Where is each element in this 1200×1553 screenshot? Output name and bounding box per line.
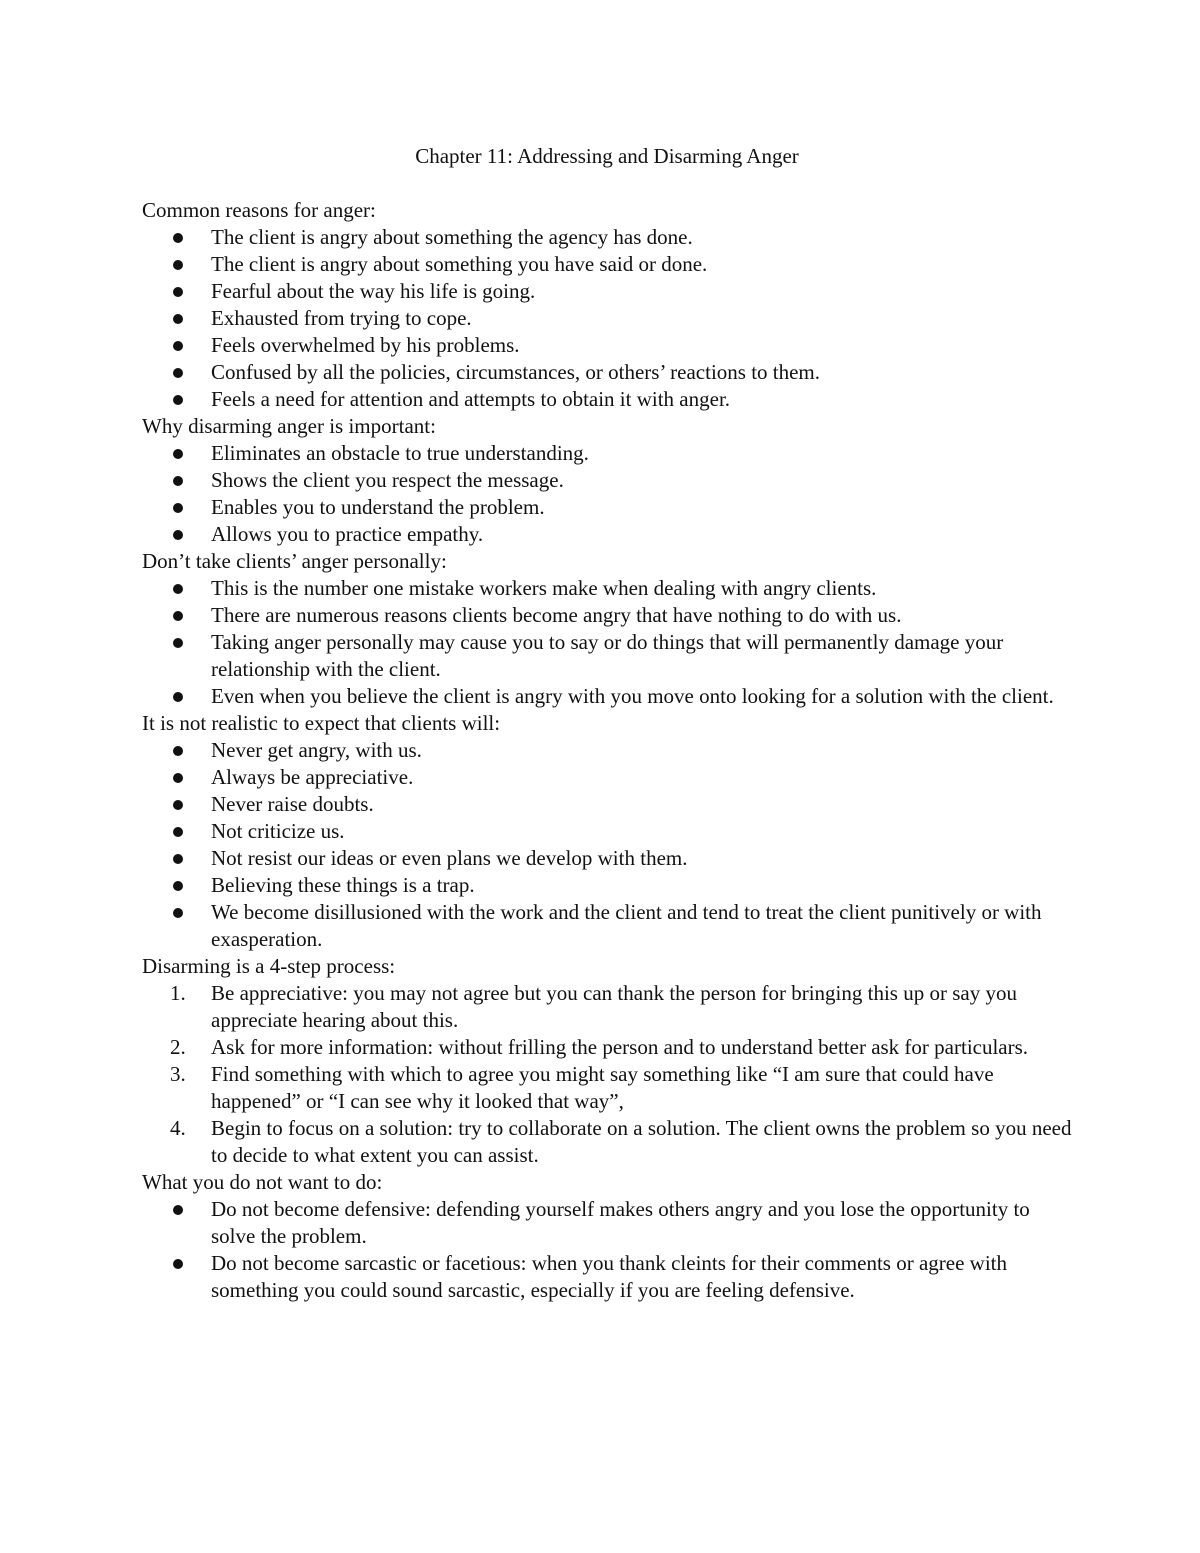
- list-item-text: Confused by all the policies, circumstances, or others’ reactions to them.: [211, 360, 821, 384]
- section: [142, 548, 1072, 710]
- bullet-icon: [173, 260, 183, 270]
- list-item: [142, 224, 1072, 251]
- list-item: [142, 359, 1072, 386]
- list-item: [142, 575, 1072, 602]
- list-item-text: Exhausted from trying to cope.: [211, 306, 472, 330]
- bullet-icon: [173, 638, 183, 648]
- bullet-icon: [173, 503, 183, 513]
- bullet-icon: [173, 449, 183, 459]
- section-heading: Common reasons for anger:: [142, 198, 376, 222]
- list-item-text: Not criticize us.: [211, 819, 345, 843]
- list-item: [142, 1196, 1072, 1250]
- list-item-text: Not resist our ideas or even plans we develop with them.: [211, 846, 688, 870]
- list-item-text: Do not become sarcastic or facetious: when you thank cleints for their comments or agree with something you could sound sarcastic, especially if you are feeling defensive.: [211, 1251, 1007, 1302]
- list-number: 4.: [170, 1116, 186, 1140]
- bullet-list: [142, 575, 1072, 710]
- bullet-icon: [173, 341, 183, 351]
- list-item-text: Find something with which to agree you might say something like “I am sure that could have happened” or “I can see why it looked that way”,: [211, 1062, 994, 1113]
- section: [142, 710, 1072, 953]
- list-item: [142, 602, 1072, 629]
- numbered-list: [142, 980, 1072, 1169]
- section: [142, 197, 1072, 413]
- list-item: [142, 386, 1072, 413]
- list-item: [142, 251, 1072, 278]
- list-item: [142, 467, 1072, 494]
- bullet-list: [142, 737, 1072, 953]
- section: [142, 413, 1072, 548]
- bullet-icon: [173, 1259, 183, 1269]
- bullet-icon: [173, 827, 183, 837]
- bullet-icon: [173, 287, 183, 297]
- list-number: 2.: [170, 1035, 186, 1059]
- list-item: [142, 980, 1072, 1034]
- bullet-icon: [173, 233, 183, 243]
- section-heading: Don’t take clients’ anger personally:: [142, 549, 447, 573]
- bullet-icon: [173, 368, 183, 378]
- list-item-text: Be appreciative: you may not agree but you can thank the person for bringing this up or say you appreciate hearing about this.: [211, 981, 1017, 1032]
- bullet-icon: [173, 800, 183, 810]
- bullet-icon: [173, 746, 183, 756]
- list-item: [142, 1034, 1072, 1061]
- list-item-text: Do not become defensive: defending yourself makes others angry and you lose the opportunity to solve the problem.: [211, 1197, 1030, 1248]
- list-item: [142, 818, 1072, 845]
- list-item: [142, 305, 1072, 332]
- list-item-text: This is the number one mistake workers make when dealing with angry clients.: [211, 576, 877, 600]
- list-item-text: There are numerous reasons clients become angry that have nothing to do with us.: [211, 603, 902, 627]
- list-item-text: Ask for more information: without frilling the person and to understand better ask for particulars.: [211, 1035, 1029, 1059]
- bullet-list: [142, 224, 1072, 413]
- list-item: [142, 1061, 1072, 1115]
- list-item: [142, 737, 1072, 764]
- list-item-text: Eliminates an obstacle to true understanding.: [211, 441, 589, 465]
- list-item-text: Always be appreciative.: [211, 765, 414, 789]
- section: [142, 1169, 1072, 1304]
- list-item: [142, 764, 1072, 791]
- bullet-icon: [173, 530, 183, 540]
- list-item: [142, 683, 1072, 710]
- list-item-text: Shows the client you respect the message.: [211, 468, 564, 492]
- bullet-icon: [173, 584, 183, 594]
- list-item-text: We become disillusioned with the work and the client and tend to treat the client punitively or with exasperation.: [211, 900, 1042, 951]
- document-body: [142, 143, 1072, 1304]
- bullet-icon: [173, 881, 183, 891]
- list-item-text: The client is angry about something the agency has done.: [211, 225, 693, 249]
- bullet-icon: [173, 854, 183, 864]
- bullet-icon: [173, 395, 183, 405]
- list-item-text: Even when you believe the client is angry with you move onto looking for a solution with the client.: [211, 684, 1054, 708]
- bullet-icon: [173, 314, 183, 324]
- list-number: 3.: [170, 1062, 186, 1086]
- section: [142, 953, 1072, 1169]
- bullet-icon: [173, 476, 183, 486]
- list-item: [142, 440, 1072, 467]
- section-heading: It is not realistic to expect that clients will:: [142, 711, 501, 735]
- section-heading: What you do not want to do:: [142, 1170, 383, 1194]
- bullet-icon: [173, 908, 183, 918]
- bullet-icon: [173, 611, 183, 621]
- list-item-text: Begin to focus on a solution: try to collaborate on a solution. The client owns the problem so you need to decide to what extent you can assist.: [211, 1116, 1072, 1167]
- list-item-text: Never raise doubts.: [211, 792, 374, 816]
- list-item-text: Feels overwhelmed by his problems.: [211, 333, 520, 357]
- sections-container: [142, 197, 1072, 1304]
- bullet-list: [142, 440, 1072, 548]
- list-item: [142, 494, 1072, 521]
- page-title: Chapter 11: Addressing and Disarming Anger: [415, 144, 799, 168]
- list-item: [142, 899, 1072, 953]
- list-item: [142, 629, 1072, 683]
- section-heading: Why disarming anger is important:: [142, 414, 436, 438]
- list-item: [142, 872, 1072, 899]
- bullet-icon: [173, 773, 183, 783]
- list-item-text: Taking anger personally may cause you to say or do things that will permanently damage your relationship with the client.: [211, 630, 1004, 681]
- list-item-text: Never get angry, with us.: [211, 738, 422, 762]
- list-item-text: Enables you to understand the problem.: [211, 495, 545, 519]
- list-item-text: Feels a need for attention and attempts to obtain it with anger.: [211, 387, 731, 411]
- bullet-icon: [173, 692, 183, 702]
- section-heading: Disarming is a 4-step process:: [142, 954, 396, 978]
- bullet-list: [142, 1196, 1072, 1304]
- list-item: [142, 791, 1072, 818]
- list-item: [142, 332, 1072, 359]
- list-item: [142, 845, 1072, 872]
- list-number: 1.: [170, 981, 186, 1005]
- list-item-text: Allows you to practice empathy.: [211, 522, 484, 546]
- list-item: [142, 1115, 1072, 1169]
- list-item-text: Fearful about the way his life is going.: [211, 279, 536, 303]
- list-item-text: Believing these things is a trap.: [211, 873, 475, 897]
- list-item: [142, 521, 1072, 548]
- list-item: [142, 1250, 1072, 1304]
- list-item: [142, 278, 1072, 305]
- list-item-text: The client is angry about something you have said or done.: [211, 252, 708, 276]
- bullet-icon: [173, 1205, 183, 1215]
